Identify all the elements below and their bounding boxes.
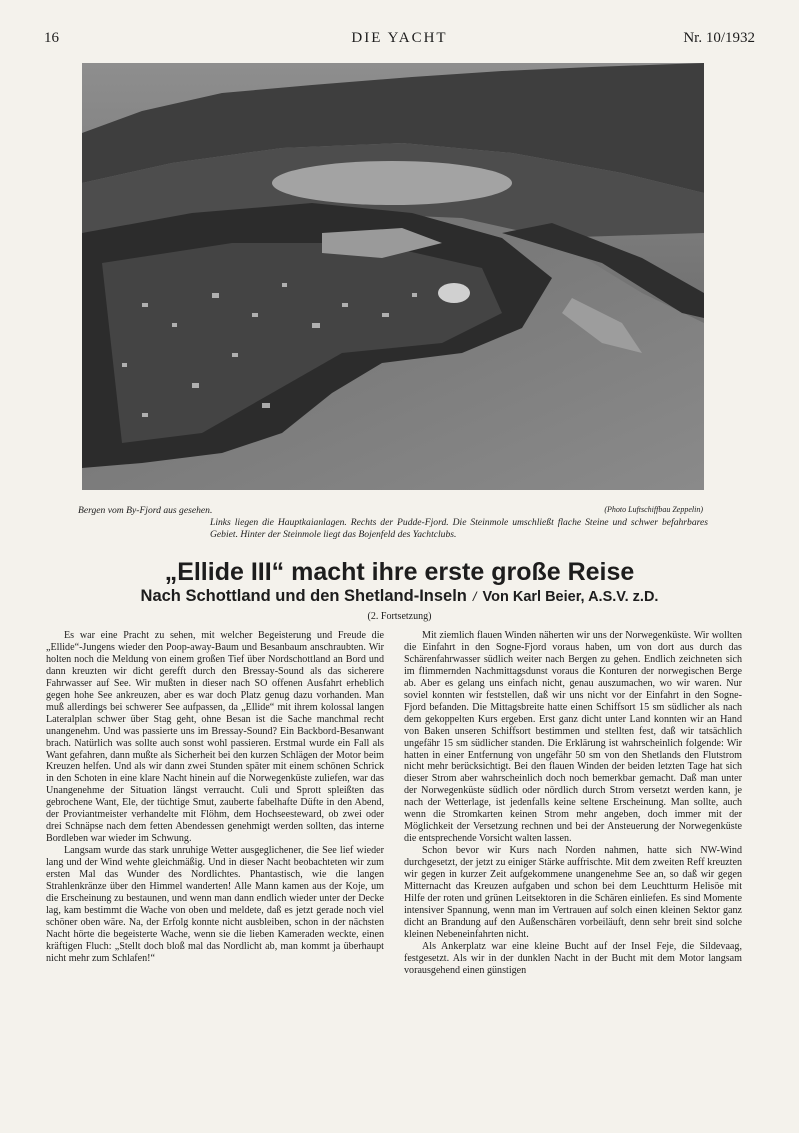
- article-subheadline-row: [0, 587, 799, 606]
- continuation-note: (2. Fortsetzung): [367, 611, 432, 622]
- article-column-left: [46, 630, 384, 965]
- running-title: DIE YACHT: [351, 30, 448, 46]
- aerial-photo-bergen: [82, 63, 704, 490]
- photo-caption-text: Links liegen die Hauptkaianlagen. Rechts der Pudde-Fjord. Die Steinmole umschließt flache Steine und schwer befahrbares Gebiet. Hinter der Steinmole liegt das Bojenfeld des Yachtclubs.: [210, 517, 708, 540]
- photo-caption-title: Bergen vom By-Fjord aus gesehen.: [78, 505, 213, 516]
- article-column-right: [404, 630, 742, 977]
- paragraph: Schon bevor wir Kurs nach Norden nahmen, hatte sich NW-Wind durchgesetzt, der jetzt zu einiger Stärke auffrischte. Mit dem zweiten Reff kreuzten wir gegen in kurzer Zeit aufgekommene unangenehme See an, so daß wir gegen Mitternacht das Kreuzen aufgaben und schon bei dem Leuchtturm Helisöe mit Hilfe der roten und grünen Leitsektoren in die Schären einliefen. Es sind Momente intensiver Spannung, wenn man im Vertrauen auf solch einen kleinen Sektor ganz dicht an Brandung auf den Außenschären vorbeiläuft, denn sehr breit sind solche kleinen Nebeneinfahrten nicht.: [404, 845, 742, 940]
- paragraph: Langsam wurde das stark unruhige Wetter ausgeglichener, die See lief wieder lang und der Wind wehte gleichmäßig. Und in dieser Nacht beobachteten wir zum ersten Mal das Wunder des Nordlichtes. Phantastisch, wie die langen Strahlenkränze über den Himmel wanderten! Alle Mann kamen aus der Koje, um die Erscheinung zu bestaunen, und wenn man dann endlich wieder unter der Decke lag, kam bestimmt die Wache von oben und meldete, daß es jetzt gerade noch viel schöner oben wäre. Na, der Erfolg konnte nicht ausbleiben, schon in der nächsten Nacht hörte die begeisterte Wache, wenn sie die lieben Kameraden weckte, einen kräftigen Fluch: „Stellt doch bloß mal das Nordlicht ab, man kommt ja überhaupt nicht mehr zum Schlafen!“: [46, 845, 384, 964]
- paragraph: Es war eine Pracht zu sehen, mit welcher Begeisterung und Freude die „Ellide“-Jungens wieder den Poop-away-Baum und Besanbaum anschraubten. Wir holten noch die Meldung von einem großen Tief über Nordschottland an Bord und dann kreuzten wir dicht gerefft durch den Bressay-Sound als das sicherere Fahrwasser auf See. Wir mußten in dieser nach SO offenen Ausfahrt erheblich gegen hohe See ankreuzen, aber es war doch Platz genug dazu vorhanden. Man muß allerdings bei schwerer See aufpassen, da „Ellide“ mit ihrem kolossal langen Lateralplan schwer über Stag geht, ohne Besan ist die Sache manchmal recht unangenehm. Und was passierte uns im Bressay-Sound? Ein Backbord-Besanwant brach. Natürlich was sollte auch sonst wohl passieren. Erstmal wurde ein Fall als Want gefahren, dann mußte als Sicherheit bei den kurzen Schlägen der Motor beim Kreuzen helfen. Und als wir dann zwei Stunden später mit einem schönen Schrick in den Schoten in eine klare Nacht hinein auf die Norwegenküste zuliefen, war das Unangenehme der Situation längst verraucht. Culi und Sprott spleißten das gebrochene Want, Ele, der tüchtige Smut, zauberte fabelhafte Düfte in den Abend, der Proviantmeister verhandelte mit Flöhm, dem Hochseesteward, ob zwei oder drei Schnäpse nach dem fetten Abendessen genehmigt werden sollten, das interne Bordleben war wieder im Schwung.: [46, 630, 384, 845]
- page-header: [0, 30, 799, 50]
- issue-number: Nr. 10/1932: [683, 30, 755, 46]
- article-byline: Von Karl Beier, A.S.V. z.D.: [482, 589, 659, 605]
- paragraph: Als Ankerplatz war eine kleine Bucht auf der Insel Feje, die Sildevaag, festgesetzt. Als wir in der dunklen Nacht in der Bucht mit dem Motor langsam vorausgehend einen günstigen: [404, 940, 742, 976]
- article-subheadline: Nach Schottland und den Shetland-Inseln: [140, 587, 467, 605]
- photo-credit: (Photo Luftschiffbau Zeppelin): [604, 505, 703, 514]
- byline-separator: /: [472, 589, 477, 604]
- page-number: 16: [44, 30, 59, 46]
- article-headline: „Ellide III“ macht ihre erste große Reise: [164, 558, 635, 586]
- paragraph: Mit ziemlich flauen Winden näherten wir uns der Norwegenküste. Wir wollten die Einfahrt in den Sogne-Fjord voraus haben, um von dort aus durch das Schärenfahrwasser südlich weiter nach Bergen zu gehen. Endlich zeichneten sich im flimmernden Nachmittagsdunst voraus die Konturen der norwegischen Berge ab. Aber es gelang uns einfach nicht, genau auszumachen, wo wir waren. Nur soviel konnten wir feststellen, daß wir uns nicht vor der Einfahrt in den Sogne-Fjord befanden. Die Mittagsbreite hatte einen Schiffsort 15 sm südlicher als nach dem gekoppelten Kurs ergeben. Erst ganz dicht unter Land konnten wir an Hand von Baken unseren Schiffsort bestimmen und stellten fest, daß wir tatsächlich ungefähr 15 sm südlicher standen. Die Erklärung ist wahrscheinlich folgende: Wir hatten in einer Entfernung von ungefähr 50 sm von den Shetlands den Flutstrom nicht mehr berücksichtigt. Bei den flauen Winden der beiden letzten Tage hat sich dieser Strom aber wahrscheinlich doch noch bemerkbar gemacht. Daß man unter der Norwegenküste südlich oder nördlich durch Strom versetzt werden kann, je nach der Wetterlage, ist jedenfalls keine seltene Erscheinung. Man sollte, auch wenn die Stromkarten keinen Strom mehr angeben, doch immer mit der Möglichkeit der Versetzung rechnen und bei der Ansteuerung der Norwegenküste die entsprechende Vorsicht walten lassen.: [404, 630, 742, 845]
